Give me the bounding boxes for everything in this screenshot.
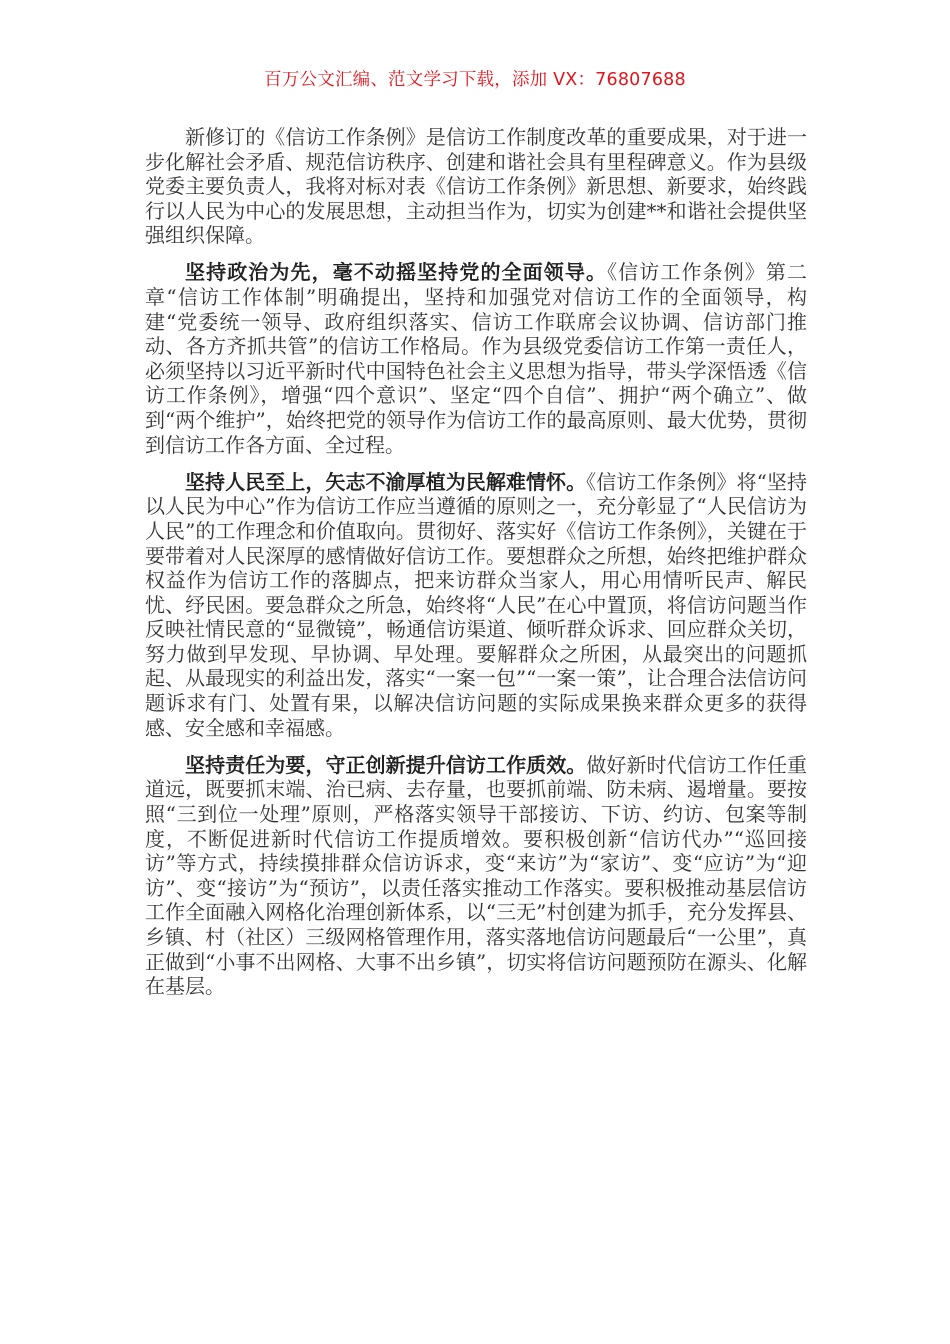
paragraph-text: 新修订的《信访工作条例》是信访工作制度改革的重要成果，对于进一步化解社会矛盾、规范信访秩序、创建和谐社会具有里程碑意义。作为县级党委主要负责人，我将对标对表《信访工作条例》新思想、新要求，始终践行以人民为中心的发展思想，主动担当作为，切实为创建**和谐社会提供坚强组织保障。 bbox=[145, 125, 807, 248]
paragraph-text: 《信访工作条例》第二章“信访工作体制”明确提出，坚持和加强党对信访工作的全面领导，构建“党委统一领导、政府组织落实、信访工作联席会议协调、信访部门推动、各方齐抓共管”的信访工作格局。作为县级党委信访工作第一责任人，必须坚持以习近平新时代中国特色社会主义思想为指导，带头学深悟透《信访工作条例》，增强“四个意识”、坚定“四个自信”、拥护“两个确立”、做到“两个维护”，始终把党的领导作为信访工作的最高原则、最大优势，贯彻到信访工作各方面、全过程。 bbox=[145, 260, 808, 457]
paragraph-text: 《信访工作条例》将“坚持以人民为中心”作为信访工作应当遵循的原则之一，充分彰显了“人民信访为人民”的工作理念和价值取向。贯彻好、落实好《信访工作条例》，关键在于要带着对人民深厚的感情做好信访工作。要想群众之所想，始终把维护群众权益作为信访工作的落脚点，把来访群众当家人，用心用情听民声、解民忧、纾民困。要急群众之所急，始终将“人民”在心中置顶，将信访问题当作反映社情民意的“显微镜”，畅通信访渠道、倾听群众诉求、回应群众关切，努力做到早发现、早协调、早处理。要解群众之所困，从最突出的问题抓起、从最现实的利益出发，落实“一案一包”“一案一策”，让合理合法信访问题诉求有门、处置有果，以解决信访问题的实际成果换来群众更多的获得感、安全感和幸福感。 bbox=[145, 469, 807, 740]
paragraph-people-first bbox=[145, 470, 807, 741]
paragraph-lead: 坚持责任为要，守正创新提升信访工作质效。 bbox=[185, 752, 587, 777]
paragraph-political-leadership bbox=[145, 260, 807, 457]
document-body bbox=[145, 125, 807, 1011]
paragraph-lead: 坚持人民至上，矢志不渝厚植为民解难情怀。 bbox=[185, 469, 587, 494]
paragraph-text: 做好新时代信访工作任重道远，既要抓末端、治已病、去存量，也要抓前端、防未病、遏增量。要按照“三到位一处理”原则，严格落实领导干部接访、下访、约访、包案等制度，不断促进新时代信访工作提质增效。要积极创新“信访代办”“巡回接访”等方式，持续摸排群众信访诉求，变“来访”为“家访”、变“应访”为“迎访”、变“接访”为“预访”，以责任落实推动工作落实。要积极推动基层信访工作全面融入网格化治理创新体系，以“三无”村创建为抓手，充分发挥县、乡镇、村（社区）三级网格管理作用，落实落地信访问题最后“一公里”，真正做到“小事不出网格、大事不出乡镇”，切实将信访问题预防在源头、化解在基层。 bbox=[145, 752, 808, 999]
paragraph-responsibility bbox=[145, 753, 807, 999]
paragraph-lead: 坚持政治为先，毫不动摇坚持党的全面领导。 bbox=[185, 260, 608, 285]
paragraph-intro bbox=[145, 125, 807, 248]
watermark-header: 百万公文汇编、范文学习下载，添加 VX：76807688 bbox=[264, 70, 686, 90]
